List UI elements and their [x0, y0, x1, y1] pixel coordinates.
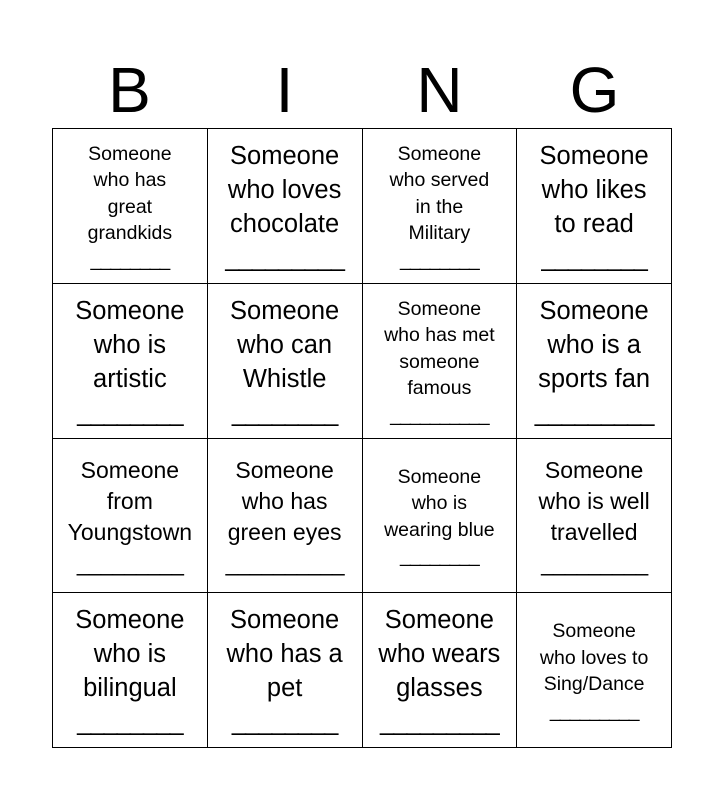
bingo-cell[interactable] [53, 129, 208, 284]
cell-prompt: Someone who is wearing blue [384, 465, 495, 541]
header-letter-i: I [275, 54, 294, 126]
cell-prompt: Someone who loves chocolate [227, 141, 342, 238]
signature-line: ________ [399, 545, 479, 568]
signature-line: ________ [77, 398, 183, 427]
bingo-cell[interactable] [208, 129, 363, 284]
cell-prompt: Someone who is bilingual [75, 606, 185, 703]
cell-prompt: Someone who is well travelled [538, 456, 650, 545]
signature-line: ________ [399, 248, 479, 271]
signature-line: _________ [549, 699, 639, 722]
cell-prompt: Someone who has great grandkids [87, 142, 173, 245]
header-letter-g: G [569, 54, 620, 126]
bingo-board [52, 128, 672, 748]
bingo-cell[interactable] [208, 439, 363, 594]
cell-prompt: Someone from Youngstown [67, 456, 193, 545]
signature-line: _________ [225, 243, 344, 272]
signature-line: ________ [90, 248, 170, 271]
signature-line: _________ [76, 549, 183, 576]
cell-prompt: Someone who loves to Sing/Dance [539, 620, 649, 696]
signature-line: _________ [541, 549, 648, 576]
signature-line: ________ [77, 708, 183, 737]
bingo-cell[interactable] [517, 284, 672, 439]
signature-line: _________ [534, 398, 654, 427]
bingo-cell[interactable] [53, 439, 208, 594]
cell-prompt: Someone who has a pet [226, 606, 343, 703]
bingo-cell[interactable] [53, 284, 208, 439]
header-letter-b: B [108, 54, 151, 126]
bingo-cell[interactable] [363, 284, 518, 439]
bingo-cell[interactable] [517, 129, 672, 284]
cell-prompt: Someone who has green eyes [227, 456, 342, 545]
cell-prompt: Someone who is a sports fan [538, 296, 651, 393]
signature-line: __________ [390, 403, 489, 426]
signature-line: ________ [231, 398, 338, 427]
bingo-cell[interactable] [363, 129, 518, 284]
bingo-cell[interactable] [363, 439, 518, 594]
bingo-cell[interactable] [517, 593, 672, 748]
bingo-cell[interactable] [363, 593, 518, 748]
cell-prompt: Someone who likes to read [539, 141, 649, 238]
signature-line: __________ [225, 549, 344, 576]
cell-prompt: Someone who served in the Military [389, 142, 490, 245]
bingo-header [52, 52, 672, 128]
bingo-cell[interactable] [208, 593, 363, 748]
bingo-cell[interactable] [517, 439, 672, 594]
bingo-cell[interactable] [53, 593, 208, 748]
signature-line: _________ [380, 708, 499, 737]
cell-prompt: Someone who has met someone famous [384, 297, 495, 400]
signature-line: ________ [541, 243, 647, 272]
signature-line: ________ [231, 708, 338, 737]
cell-prompt: Someone who can Whistle [230, 296, 340, 393]
cell-prompt: Someone who is artistic [75, 296, 185, 393]
bingo-cell[interactable] [208, 284, 363, 439]
header-letter-n: N [416, 54, 463, 126]
cell-prompt: Someone who wears glasses [378, 606, 501, 703]
